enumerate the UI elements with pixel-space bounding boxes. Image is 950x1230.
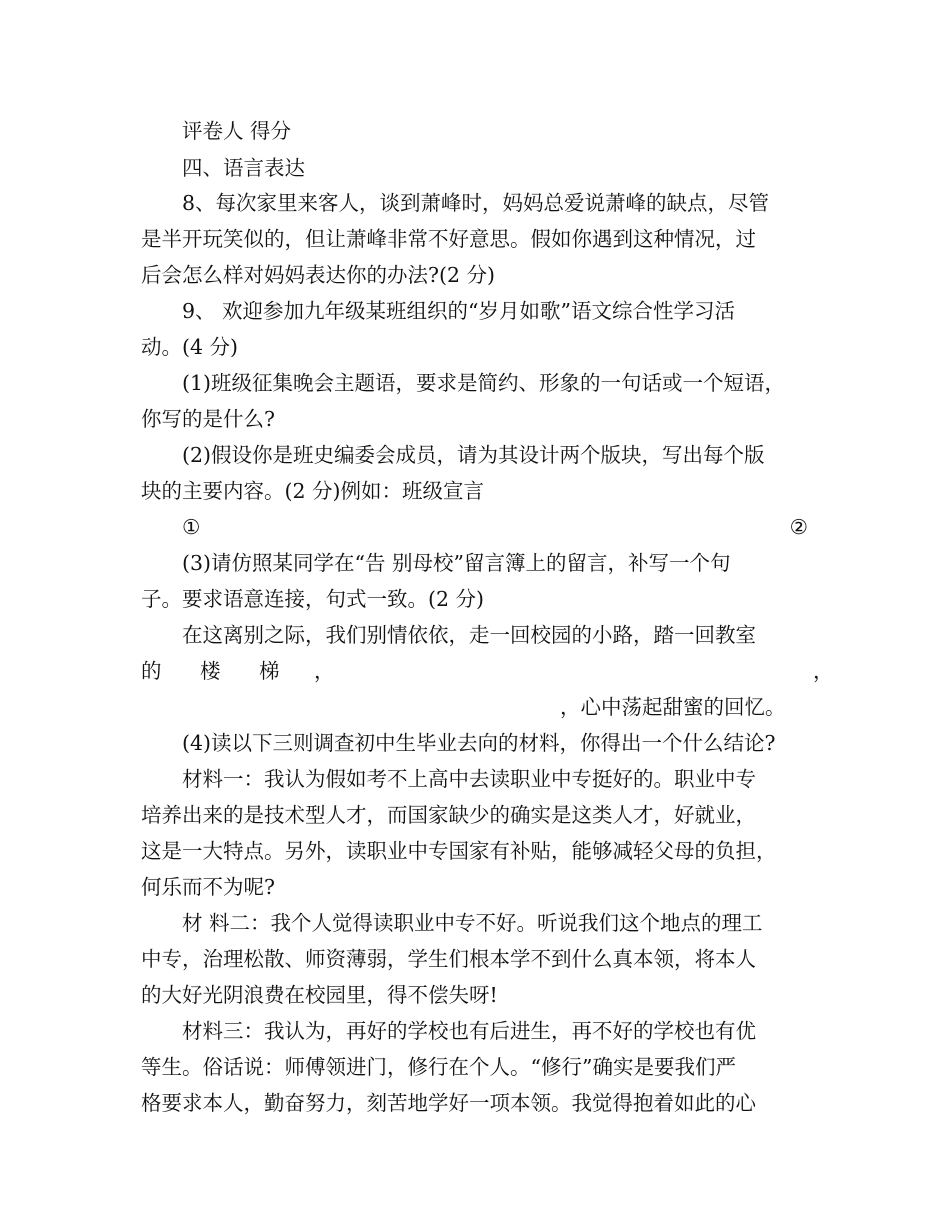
fill-comma-2: ， bbox=[813, 659, 834, 683]
material-2-line-3: 的大好光阴浪费在校园里，得不偿失呀! bbox=[141, 983, 498, 1007]
question-9-line-1: 9、 欢迎参加九年级某班组织的“岁月如歌”语文综合性学习活 bbox=[182, 299, 736, 323]
question-8-line-3: 后会怎么样对妈妈表达你的办法?(2 分) bbox=[141, 263, 496, 287]
material-1-line-2: 培养出来的是技术型人才，而国家缺少的确实是这类人才，好就业， bbox=[141, 803, 756, 827]
section-heading: 四、语言表达 bbox=[182, 156, 305, 180]
q9-part3-line-3: 在这离别之际，我们别情依依，走一回校园的小路，踏一回教室 bbox=[182, 623, 756, 647]
fill-char-ti: 梯 bbox=[259, 659, 280, 683]
q9-part1-line-2: 你写的是什么? bbox=[141, 407, 275, 431]
material-2-line-1: 材 料二：我个人觉得读职业中专不好。听说我们这个地点的理工 bbox=[182, 911, 763, 935]
q9-part2-line-2: 块的主要内容。(2 分)例如：班级宣言 bbox=[141, 479, 485, 503]
q9-part3-line-2: 子。要求语意连接，句式一致。(2 分) bbox=[141, 587, 485, 611]
fill-comma-1: ， bbox=[314, 659, 335, 683]
q9-part4-line: (4)读以下三则调查初中生毕业去向的材料，你得出一个什么结论? bbox=[182, 731, 776, 755]
question-8-line-1: 8、每次家里来客人，谈到萧峰时，妈妈总爱说萧峰的缺点，尽管 bbox=[182, 191, 770, 215]
q9-part1-line-1: (1)班级征集晚会主题语，要求是简约、形象的一句话或一个短语， bbox=[182, 371, 786, 395]
material-1-line-3: 这是一大特点。另外，读职业中专国家有补贴，能够减轻父母的负担， bbox=[141, 839, 777, 863]
q9-part3-line-1: (3)请仿照某同学在“告 别母校”留言簿上的留言，补写一个句 bbox=[182, 551, 731, 575]
fill-char-de: 的 bbox=[141, 659, 162, 683]
fill-line-end: ，心中荡起甜蜜的回忆。 bbox=[560, 695, 786, 719]
answer-marks-row bbox=[182, 514, 808, 540]
grader-score-header: 评卷人 得分 bbox=[182, 119, 292, 143]
material-3-line-3: 格要求本人，勤奋努力，刻苦地学好一项本领。我觉得抱着如此的心 bbox=[141, 1091, 756, 1115]
q9-part2-line-1: (2)假设你是班史编委会成员，请为其设计两个版块，写出每个版 bbox=[182, 443, 765, 467]
material-3-line-1: 材料三：我认为，再好的学校也有后进生，再不好的学校也有优 bbox=[182, 1019, 756, 1043]
answer-mark-first: ① bbox=[182, 515, 201, 539]
material-1-line-4: 何乐而不为呢? bbox=[141, 875, 275, 899]
material-1-line-1: 材料一：我认为假如考不上高中去读职业中专挺好的。职业中专 bbox=[182, 767, 756, 791]
material-3-line-2: 等生。俗话说：师傅领进门，修行在个人。“修行”确实是要我们严 bbox=[141, 1055, 736, 1079]
material-2-line-2: 中专，治理松散、师资薄弱，学生们根本学不到什么真本领，将本人 bbox=[141, 947, 756, 971]
fill-char-lou: 楼 bbox=[200, 659, 221, 683]
question-9-line-2: 动。(4 分) bbox=[141, 335, 239, 359]
answer-mark-second: ② bbox=[789, 515, 808, 539]
question-8-line-2: 是半开玩笑似的，但让萧峰非常不好意思。假如你遇到这种情况，过 bbox=[141, 227, 756, 251]
